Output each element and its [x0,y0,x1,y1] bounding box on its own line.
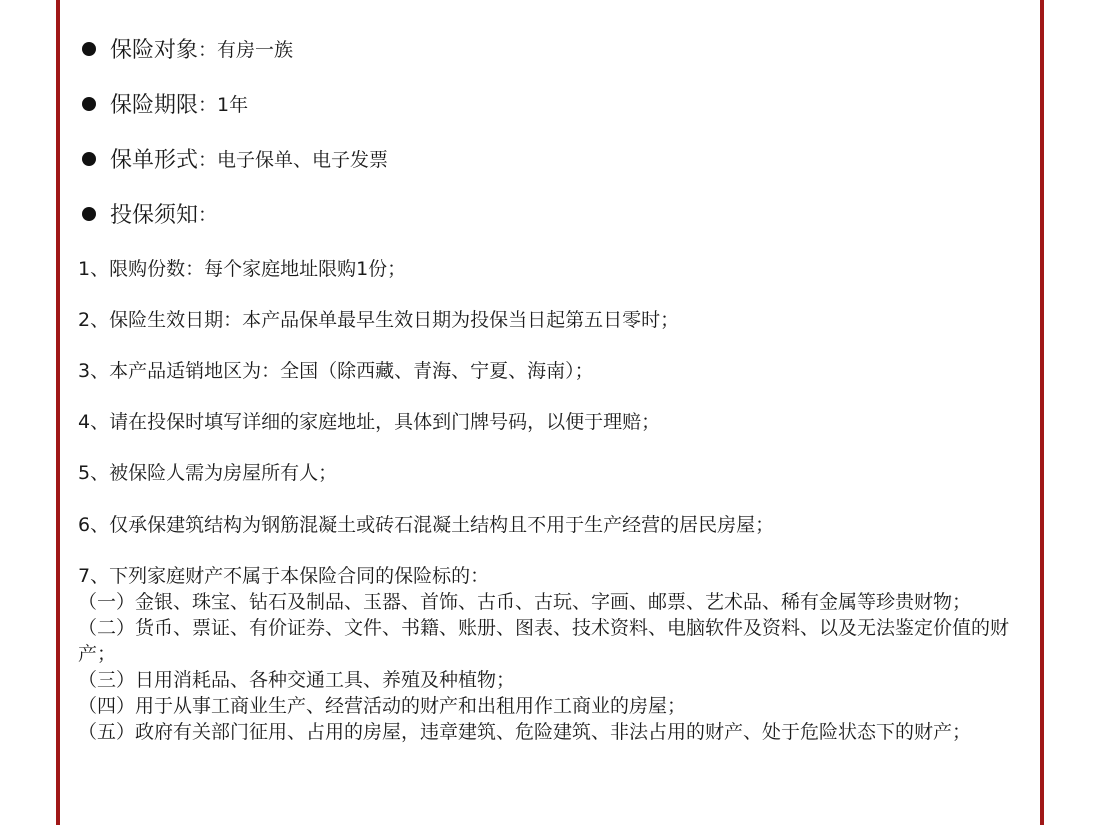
note-owner: 5、被保险人需为房屋所有人； [78,462,338,484]
note-address: 4、请在投保时填写详细的家庭地址，具体到门牌号码，以便于理赔； [78,411,661,433]
note-sales-region: 3、本产品适销地区为：全国（除西藏、青海、宁夏、海南）； [78,360,594,382]
exclusion-item: （一）金银、珠宝、钻石及制品、玉器、首饰、古币、古玩、字画、邮票、艺术品、稀有金属等珍贵财物； [78,591,972,613]
note-structure: 6、仅承保建筑结构为钢筋混凝土或砖石混凝土结构且不用于生产经营的居民房屋； [78,514,775,536]
bullet-dot-icon [82,42,96,56]
bullet-value: ：电子保单、电子发票 [198,149,389,171]
exclusions-section [78,563,1028,745]
bullet-label: 投保须知 [110,203,199,228]
bullet-dot-icon [82,97,96,111]
bullet-label: 保险期限 [110,93,199,118]
bullet-dot-icon [82,152,96,166]
exclusions-heading: 7、下列家庭财产不属于本保险合同的保险标的： [78,565,490,587]
left-border-line [56,0,60,825]
bullet-value: ：有房一族 [198,39,294,61]
bullet-dot-icon [82,207,96,221]
exclusion-item: （三）日用消耗品、各种交通工具、养殖及种植物； [78,669,516,691]
bullet-policy-form [78,143,388,174]
exclusion-item: （四）用于从事工商业生产、经营活动的财产和出租用作工商业的房屋； [78,695,687,717]
bullet-label: 保单形式 [110,148,199,173]
exclusion-item: （五）政府有关部门征用、占用的房屋，违章建筑、危险建筑、非法占用的财产、处于危险状态下的财产； [78,721,972,743]
bullet-value: ：1年 [198,94,249,116]
bullet-insured-object [78,33,293,64]
right-border-line [1040,0,1044,825]
note-purchase-limit: 1、限购份数：每个家庭地址限购1份； [78,258,407,280]
bullet-notice [78,198,217,229]
exclusion-item: （二）货币、票证、有价证券、文件、书籍、账册、图表、技术资料、电脑软件及资料、以及无法鉴定价值的财产； [78,617,1010,665]
bullet-value: ： [198,204,218,226]
bullet-insurance-period [78,88,248,119]
note-effective-date: 2、保险生效日期：本产品保单最早生效日期为投保当日起第五日零时； [78,309,680,331]
bullet-label: 保险对象 [110,38,199,63]
